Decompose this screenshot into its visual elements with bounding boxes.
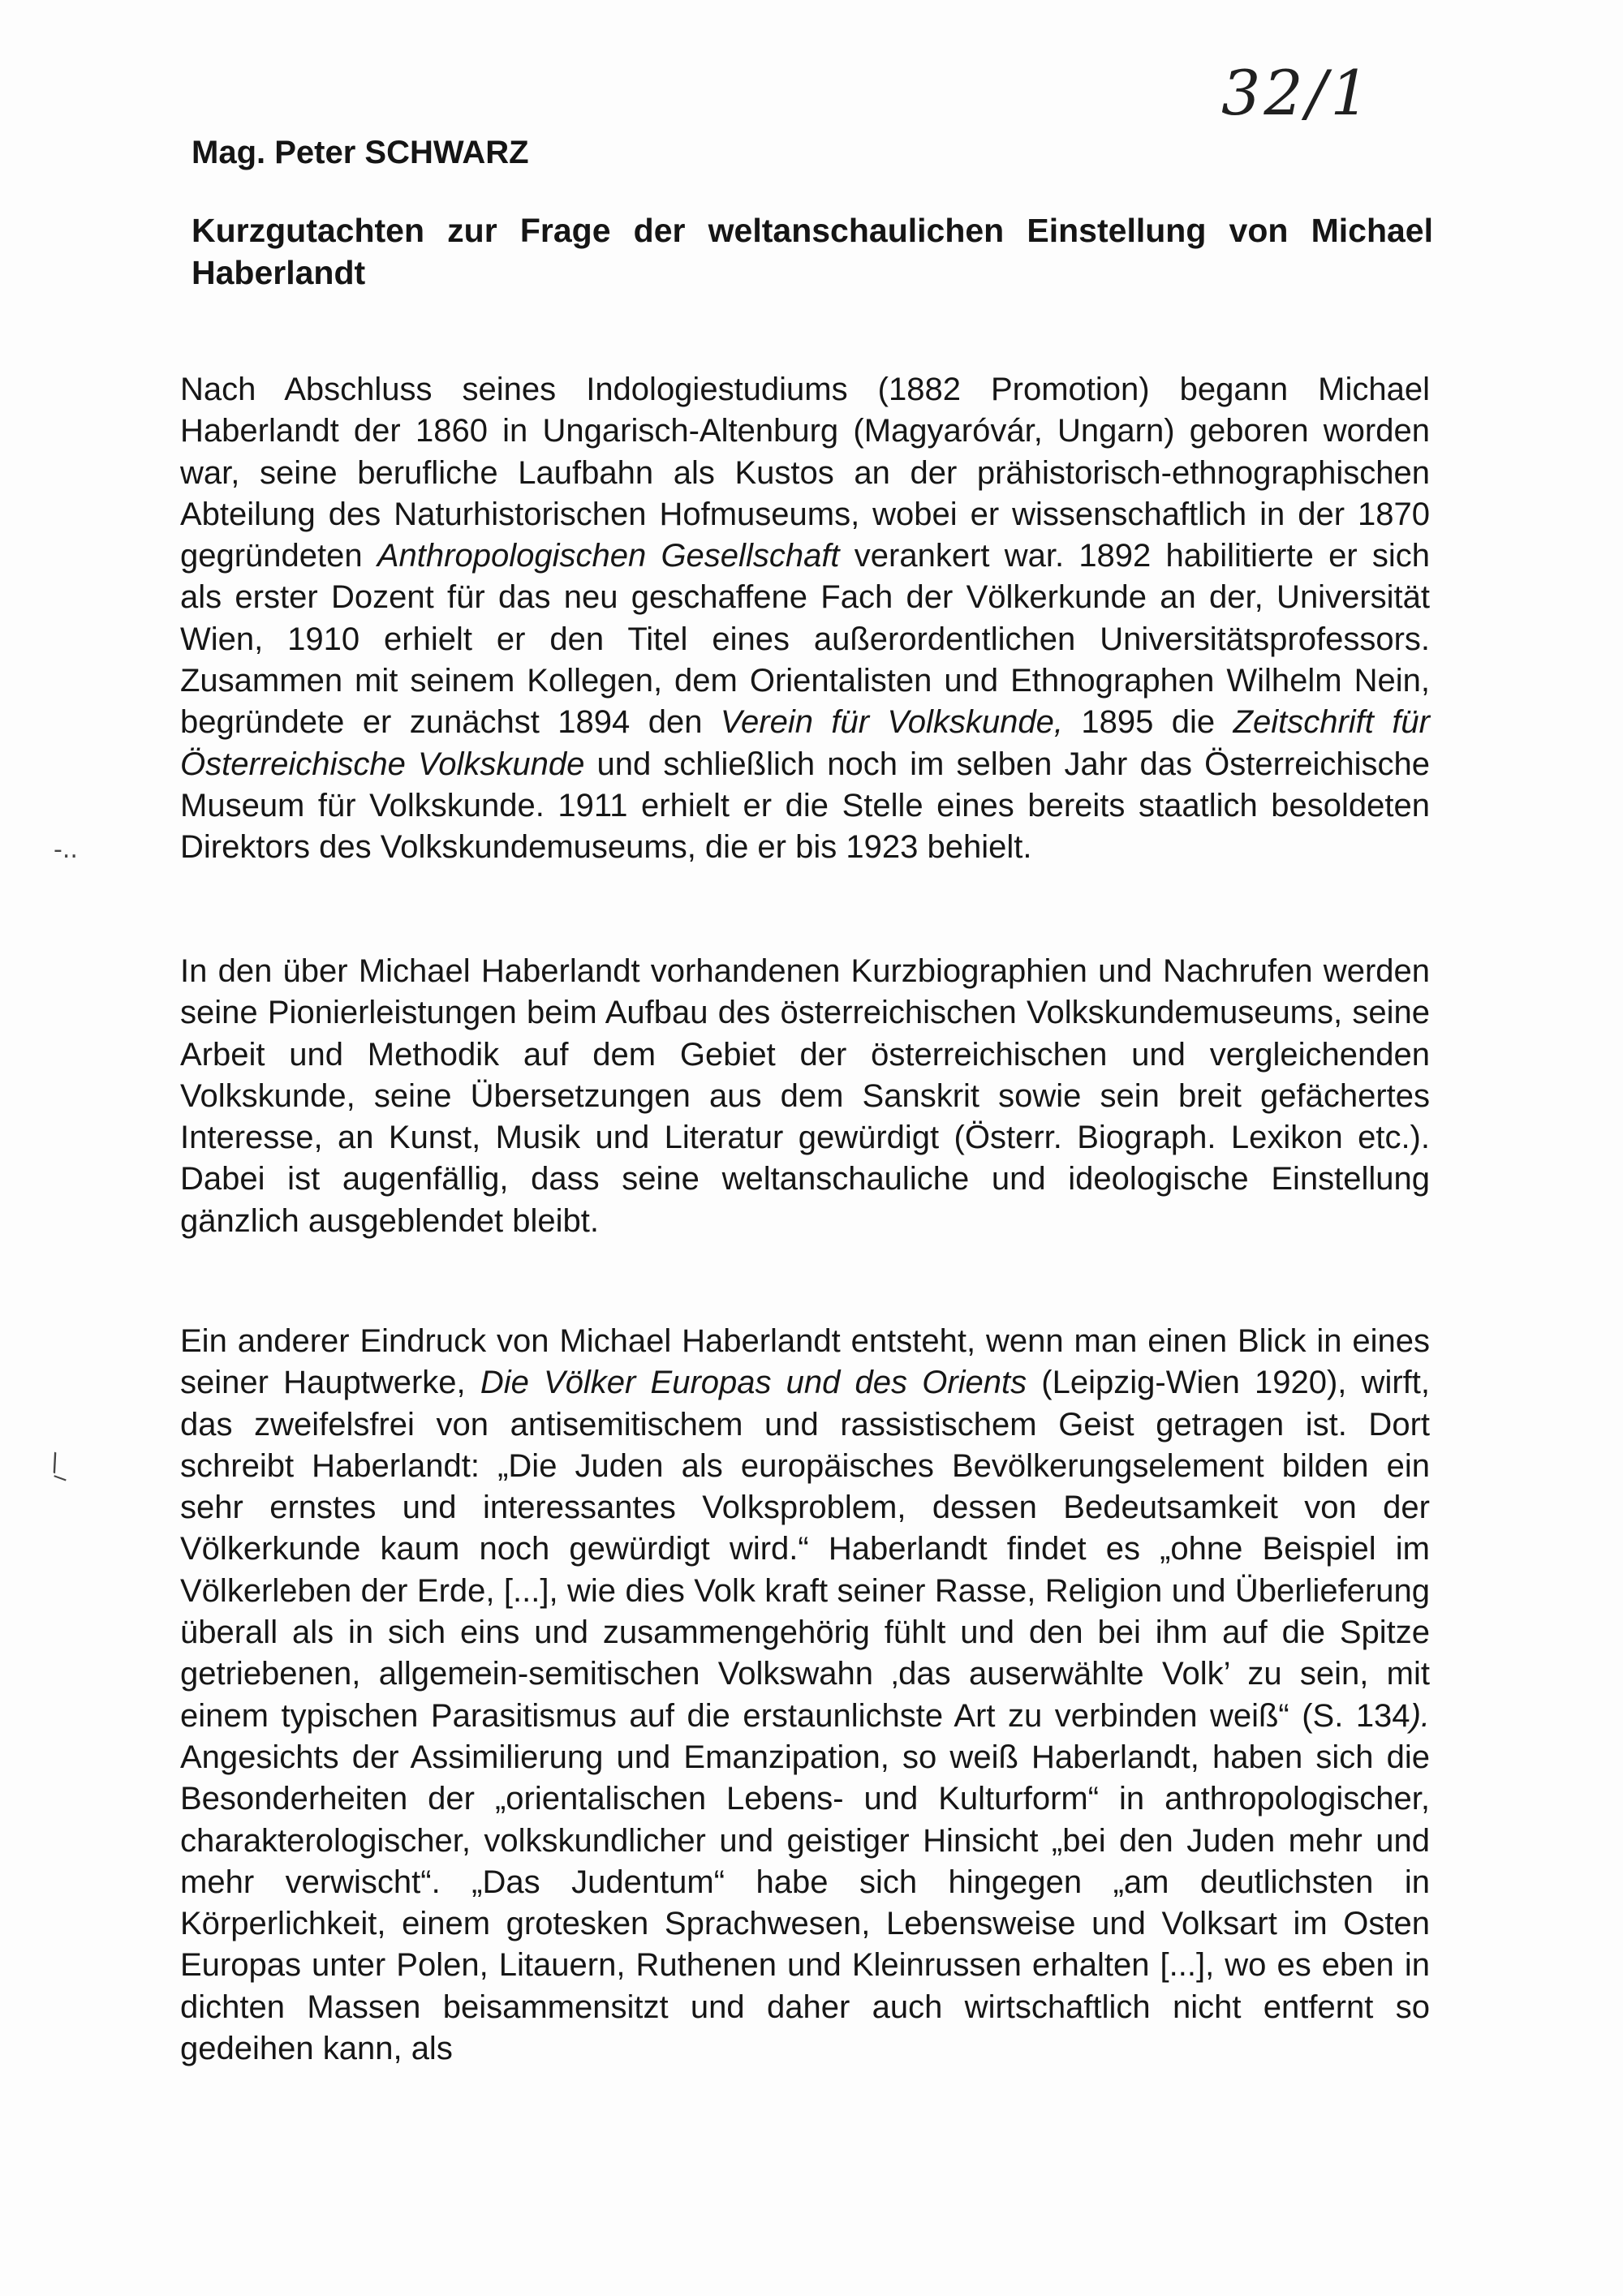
document-title: Kurzgutachten zur Frage der weltanschaulichen Einstellung von Michael Haberlandt bbox=[192, 212, 1433, 291]
paragraph-text: verankert war. 1892 habilitierte er sich als erster Dozent für das neu geschaffene Fach der Völkerkunde an der, Universität Wien, 1910 erhielt er den Titel eines außerordentlichen Universitätsprofessors. Zusammen mit seinem Kollegen, dem Orientalisten und Ethnographen Wilhelm Nein, begründete er zunächst 1894 den bbox=[180, 538, 1430, 741]
italic-society-name: Anthropologischen Gesellschaft bbox=[377, 538, 840, 574]
paragraph-text: und schließlich noch im selben Jahr das Österreichische Museum für Volkskunde. 1911 erhielt er die Stelle eines bereits staatlich besoldeten Direktors des Volkskundemuseums, die er bis 1923 behielt. bbox=[180, 746, 1431, 866]
handwritten-page-number: 32/1 bbox=[1221, 57, 1373, 129]
paragraph-text: Angesichts der Assimilierung und Emanzipation, so weiß Haberlandt, haben sich die Besonderheiten der „orientalischen Lebens- und Kulturform“ in anthropologischer, charakterologischer, volkskundlicher und geistiger Hinsicht „bei den Juden mehr und mehr verwischt“. „Das Judentum“ habe sich hingegen „am deutlichsten in Körperlichkeit, einem grotesken Sprachwesen, Lebensweise und Volksart im Osten Europas unter Polen, Litauern, Ruthenen und Kleinrussen erhalten [...], wo es eben in dichten Massen beisammensitzt und daher auch wirtschaftlich nicht entfernt so gedeihen kann, als bbox=[180, 1739, 1430, 2067]
paragraph-main-work bbox=[180, 1321, 1430, 2070]
margin-mark: -.. bbox=[54, 836, 78, 864]
italic-book-title: Die Völker Europas und des Orients bbox=[480, 1365, 1027, 1401]
paragraph-text: Ein anderer Eindruck von Michael Haberlandt entsteht, wenn man einen Blick in eines seiner Hauptwerke, bbox=[180, 1323, 1430, 1401]
italic-verein-name: Verein für Volkskunde, bbox=[720, 704, 1063, 741]
italic-journal-name: Zeitschrift für Österreichische Volkskunde bbox=[180, 704, 1430, 782]
paragraph-text: Nach Abschluss seines Indologiestudiums (1882 Promotion) begann Michael Haberlandt der 1860 in Ungarisch-Altenburg (Magyaróvár, Ungarn) geboren worden war, seine berufliche Laufbahn als Kustos an der prähistorisch-ethnographischen Abteilung des Naturhistorischen Hofmuseums, wobei er wissenschaftlich in der 1870 gegründeten bbox=[180, 372, 1430, 574]
author-name: Mag. Peter SCHWARZ bbox=[192, 135, 529, 170]
italic-parenthesis: ). bbox=[1410, 1697, 1430, 1734]
paragraph-biography bbox=[180, 369, 1430, 869]
paragraph-reception: In den über Michael Haberlandt vorhandenen Kurzbiographien und Nachrufen werden seine Pionierleistungen beim Aufbau des österreichischen Volkskundemuseums, seine Arbeit und Methodik auf dem Gebiet der österreichischen und vergleichenden Volkskunde, seine Übersetzungen aus dem Sanskrit sowie sein breit gefächertes Interesse, an Kunst, Musik und Literatur gewürdigt (Österr. Biograph. Lexikon etc.). Dabei ist augenfällig, dass seine weltanschauliche und ideologische Einstellung gänzlich ausgeblendet bleibt. bbox=[180, 953, 1430, 1239]
paragraph-text: (Leipzig-Wien 1920), wirft, das zweifelsfrei von antisemitischem und rassistischem Geist getragen ist. Dort schreibt Haberlandt: „Die Juden als europäisches Bevölkerungselement bilden ein sehr ernstes und interessantes Volksproblem, dessen Bedeutsamkeit von der Völkerkunde kaum noch gewürdigt wird.“ Haberlandt findet es „ohne Beispiel im Völkerleben der Erde, [...], wie dies Volk kraft seiner Rasse, Religion und Überlieferung überall als in sich eins und zusammengehörig fühlt und den bei ihm auf die Spitze getriebenen, allgemein-semitischen Volkswahn ‚das auserwählte Volk’ zu sein, mit einem typischen Parasitismus auf die erstaunlichste Art zu verbinden weiß“ (S. 134 bbox=[180, 1365, 1430, 1734]
paragraph-text: 1895 die bbox=[1062, 704, 1233, 741]
margin-mark: \_ bbox=[45, 1447, 75, 1482]
